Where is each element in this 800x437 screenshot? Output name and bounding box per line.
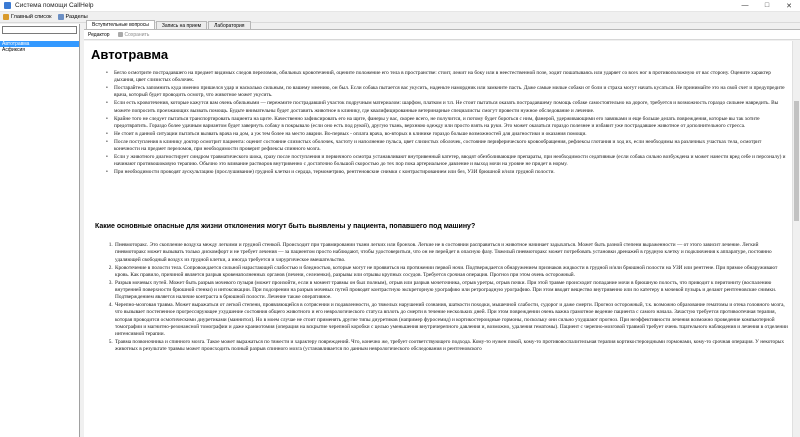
minimize-button[interactable]: — [741,2,749,9]
save-label: Сохранить [124,31,150,38]
bookmark-icon [3,14,9,20]
sidebar [0,24,80,437]
title-bar [0,0,800,12]
bullet-item: • Если у животного диагностирует синдром травматического шока, сразу после поступления и первичного осмотра устанавливают внутривенный катетер, вводят обезболивающие препараты, при необходимости седативные (если собака сильно возбуждена и может нанести вред себе и персоналу) и начинают противошоковую терапию. Обычно это вливание растворов внутривенно с достаточно большой скоростью до тех пор пока артериальное давление и выход мочи на уровне не придет в норму. [114,154,788,168]
numbered-item: 4. Черепно-мозговая травма. Может выражаться от легкой степени, проявляющейся в сотрясении и подавленности, до тяжелых нарушений сознания, шаткости походки, мышечной слабости, судорог и даже смерти. Прогноз осторожный, т.к. возможно образование гематомы и отека головного мозга, что вызывает постепенное прогрессирующее ухудшение состояния общего животного и его неврологического статуса вплоть до смерти в течение нескольких дней. При этом повреждении очень важна грамотное ведение пациента с самого начала. Зачастую требуется противоотечная терапия, которая проводится осмотическими диуретиками (маннитол). Но в моем случае не стоит применять другие типы диуретиков (например фуросемид) и кортикостероидные гормоны, поскольку они сильно ухудшают прогноз. При неэффективности лечения возможно проведение компьютерной томографии и магнитно-резонансной томографии и даже краниотомия (операция на вскрытие черепной коробки с целью уменьшения внутричерепного давления и, возможно, удаления гематомы). Пациент с черепно-мозговой травмой требует очень тщательного наблюдения и лечения в отделении интенсивной терапии. [114,302,788,338]
list-item-asphyxia[interactable]: Асфиксия [2,47,25,53]
editor-label: Редактор [88,31,110,38]
app-icon [4,2,11,9]
search-input[interactable] [2,26,77,34]
window-controls [734,0,800,12]
numbered-item: 5. Травма позвоночника и спинного мозга. Такое может выражаться по тяжести и характеру повреждений. Что, конечно же, требует соответствующего подхода. Кому-то нужен покой, кому-то противовоспалительная терапия кортикостероидными гормонами, кому-то срочная операция. У некоторых животных в результате травмы может происходить полный разрыв спинного мозга (устанавливается по данным неврологического обследования и рентгеновского [114,339,788,353]
tab-intro-questions[interactable]: Вступительные вопросы [86,20,155,29]
bullet-item: • Бегло осмотрите пострадавшего на предмет видимых следов переломов, обильных кровотечений, оцените положение его тела в пространстве: стоит, лежит на боку или в неестественной позе, ходит пошатываясь или ударяет со всех ног в противоположную от вас сторону. Оцените характер дыхания, цвет слизистых оболочек. [114,70,788,84]
vertical-scrollbar[interactable] [792,41,800,437]
numbered-item: 2. Кровотечение в полости тела. Сопровождается сильной нарастающей слабостью и бледностью, которые могут не проявиться на протяжении первой ночи. Подтверждается обнаружением признаков жидкости в грудной и/или брюшной полости на УЗИ или рентгене. При прямое обнаруживают кровь. Как правило, причиной является разрыв кровенаполненных органов (печени, селезенки), разрывы или отрывы крупных сосудов. Требуется срочная операция. Прогноз при этом очень осторожный. [114,265,788,279]
numbered-item: 1. Пневмоторакс. Это скопление воздуха между легкими и грудной стенкой. Происходит при травмировании ткани легких или бронхов. Легкие не в состоянии расправиться и животное начинает задыхаться. Может быть разной степени выраженности — от этого зависит лечение. Легкий пневмоторакс может вызывать только дискомфорт и не требует лечения — за пациентом просто наблюдают, чтобы удостовериться, что он не перейдет в опасную фазу. Тяжелый пневмоторакс может потребовать установки дренажей в грудную клетку и подключения к аппаратуре, постоянно удаляющей свободный воздух из грудной клетки, а иногда требуется и хирургическое вмешательство. [114,242,788,264]
bullet-item: • Постарайтесь запомнить куда именно пришелся удар и насколько сильным, по вашему мнению, он был. Если собака пытается вас укусить, наденьте намордник или замкните пасть. Даже самые милые собаки от боли и страха могут начать кусаться. Не принимайте это на свой счет и предупредите врача, который будет проводить осмотр, что животное может укусить. [114,85,788,99]
editor-toolbar [84,29,800,40]
tab-appointment[interactable]: Запись на прием [156,21,207,29]
document-title: Автотравма [91,47,169,62]
section-heading: Какие основные опасные для жизни отклонения могут быть выявлены у пациента, попавшего под машину? [95,223,476,231]
bullet-item: • После поступления в клинику доктор осмотрит пациента: оценит состояние слизистых оболочек, частоту и наполнение пульса, цвет слизистых оболочек, состояние периферического кровообращения, рефлексы глотания и ход их, если необходимы на различных участках тела, осмотрит конечности на предмет переломов, при необходимости проверит рефлексы спинного мозга. [114,139,788,153]
window-title: Система помощи CallHelp [15,2,94,9]
content-pane [84,20,800,437]
bullet-item: • При необходимости проводят аускультацию (прослушивание) грудной клетки и сердца, термометрию, рентгеновские снимки с контрастированием или без, УЗИ брюшной и/или грудной полости. [114,169,788,176]
close-button[interactable]: ✕ [786,2,792,10]
list-item-autotrauma[interactable]: Автотравма [0,41,79,47]
document-view [84,41,800,437]
sections-label: Разделы [65,14,88,20]
topic-list [0,41,79,53]
bullet-list [90,70,788,176]
scrollbar-thumb[interactable] [794,101,799,221]
numbered-list [90,242,788,353]
bullet-item: • Если есть кровотечения, которые кажутся вам очень обильными — пережмите пострадавший участок подручным материалом: шарфом, платком и т.п. Не стоит пытаться оказать пострадавшему помощь собаке самостоятельно на дороге, требуется и возможность гораздо сильнее навредить. Вы можете попросить проезжающих вызвать помощь. Будьте внимательны будет доставить животное в клинику, где квалифицированные ветеринарные специалисты смогут провести нужное обследование и лечение. [114,100,788,114]
spacer [90,177,788,217]
save-button[interactable] [118,32,150,38]
sections-icon [58,14,64,20]
bullet-item: • Не стоит в данной ситуации пытаться вызвать врача на дом, а уж тем более на место аварии. Во-первых - оплата врача, во-вторых в клинике гораздо больше возможностей для диагностики и оказания помощи. [114,131,788,138]
bullet-item: • Крайне того не следует пытаться транспортировать пациента на щите. Качественно зафиксировать его на щите, фанеры у вас, скорее всего, не получится, и потому будет бороться с ним, фанерой, удерживающими его завязками и еще больше делать повреждения, которые вы так хотите предотвратить. Гораздо более удачным вариантом будет завернуть собаку в покрывало (если оно есть под рукой), другую ткань, верхнюю одежду или просто взять на руки. Это может оказаться гораздо полезнее и избавит уже пострадавшее животное от дополнительного стресса. [114,116,788,130]
maximize-button[interactable]: □ [764,2,770,9]
tab-bar [84,20,800,29]
editor-button[interactable] [88,32,110,38]
numbered-item: 3. Разрыв мочевых путей. Может быть разрыв мочевого пузыря (может произойти, если в момент травмы он был полным), отрыв или разрыв мочеточника, отрыв уретры, отрыв почки. При этой травме происходит попадание мочи в брюшную полость, что приводит к перитониту (воспалению внутренней поверхности брюшной стенки) и интоксикации. При подозрении на разрыв мочевых путей проводят контрастную экскреторную урографию или ретроградную урографию. При этом вводят вещество внутривенно или по катетеру в мочевой пузырь и делают рентгеновские снимки. Подтверждением является наличие контраста в брюшной полости. Лечение также оперативное. [114,280,788,302]
bookmarks-button[interactable] [3,14,52,20]
tab-laboratory[interactable]: Лаборатория [208,21,250,29]
bookmarks-label: Главный список [11,14,52,20]
save-icon [118,32,123,37]
